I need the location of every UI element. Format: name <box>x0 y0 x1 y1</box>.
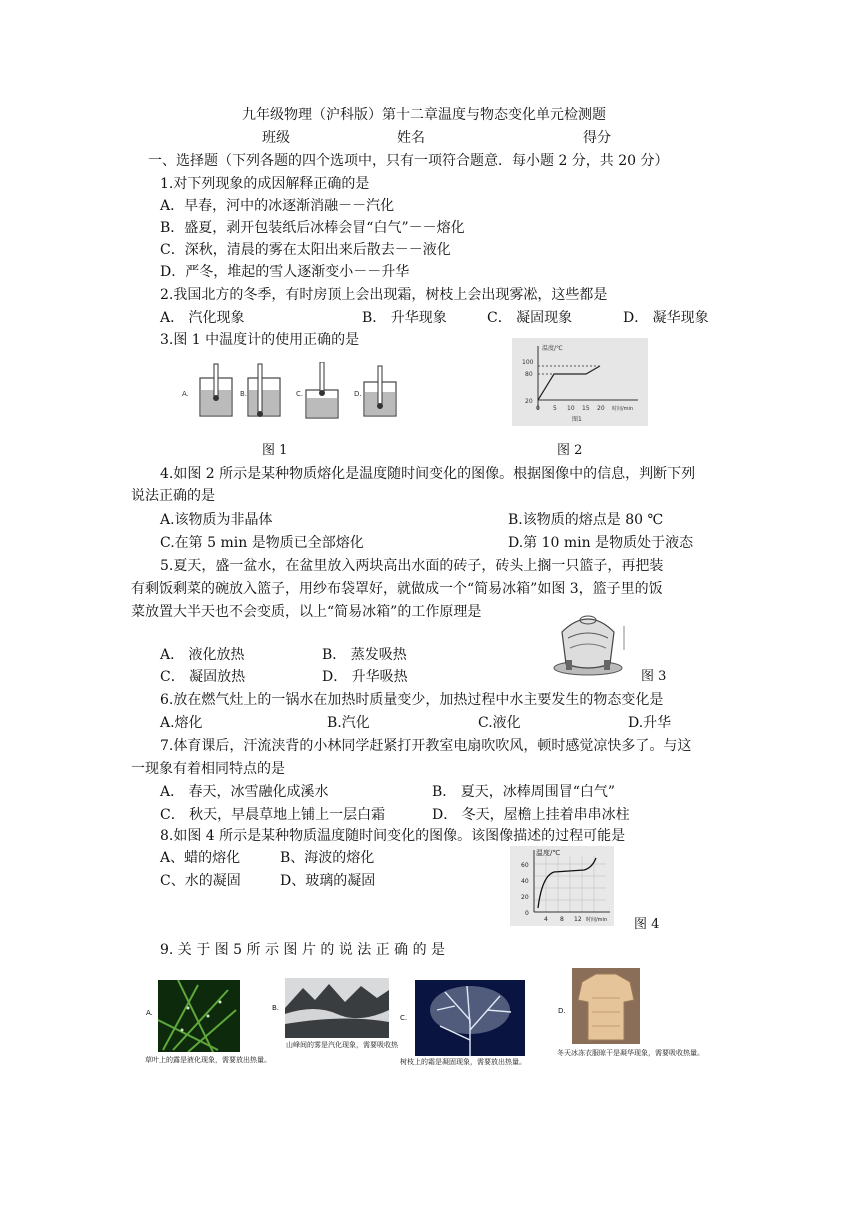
q8-option-b: B、海波的熔化 <box>280 850 375 866</box>
q8-option-d: D、玻璃的凝固 <box>280 873 376 889</box>
q4-option-c: C.在第 5 min 是物质已全部熔化 <box>160 535 364 551</box>
fig2-ytick-100: 100 <box>522 359 534 366</box>
section-heading: 一、选择题（下列各题的四个选项中，只有一项符合题意．每小题 2 分，共 20 分） <box>148 153 669 169</box>
q8-option-c: C、水的凝固 <box>160 873 241 889</box>
fig2-xtick-5: 5 <box>553 405 557 412</box>
fig1-label-a: A. <box>182 390 189 398</box>
fig4-xtick-8: 8 <box>560 916 564 923</box>
fig5-caption-a: 草叶上的露是液化现象，需要放出热量。 <box>145 1056 271 1064</box>
fig5-label-b: B. <box>272 1004 280 1012</box>
q7-option-a: A． 春天，冰雪融化成溪水 <box>160 784 329 800</box>
fig4-xtick-4: 4 <box>544 916 548 923</box>
q1-option-c: C．深秋，清晨的雾在太阳出来后散去－－液化 <box>160 242 451 258</box>
fig2-ylabel: 温度/℃ <box>542 345 563 352</box>
figure-1-thermometers <box>178 362 438 432</box>
photo-frozen-sweater <box>572 968 640 1044</box>
q6-option-d: D.升华 <box>628 715 672 731</box>
q5-option-d: D． 升华吸热 <box>322 669 408 685</box>
figure-2-caption: 图 2 <box>557 443 583 458</box>
fig1-label-b: B. <box>240 390 248 398</box>
figure-1-caption: 图 1 <box>262 443 288 458</box>
figure-3-caption: 图 3 <box>641 669 667 684</box>
fig5-label-d: D. <box>558 1007 566 1015</box>
fig2-ytick-80: 80 <box>525 371 533 378</box>
fig5-label-c: C. <box>400 1014 408 1022</box>
q1-stem: 1.对下列现象的成因解释正确的是 <box>160 176 370 192</box>
page-title: 九年级物理（沪科版）第十二章温度与物态变化单元检测题 <box>242 107 606 123</box>
beaker-b <box>248 364 280 417</box>
beaker-d <box>364 366 396 416</box>
fig4-ylabel: 温度/℃ <box>536 849 561 857</box>
score-label: 得分 <box>583 130 611 146</box>
q4-stem-line1: 4.如图 2 所示是某种物质熔化是温度随时间变化的图像。根据图像中的信息，判断下列 <box>160 466 696 482</box>
fig4-xtick-12: 12 <box>574 916 582 923</box>
fig5-caption-b: 山峰间的雾是汽化现象，需要吸收热 <box>286 1041 398 1049</box>
fig5-label-a: A. <box>146 1009 153 1017</box>
q7-option-c: C． 秋天，早晨草地上铺上一层白霜 <box>160 807 386 823</box>
q2-option-a: A． 汽化现象 <box>160 310 245 326</box>
fig4-ytick-20: 20 <box>521 894 529 901</box>
q8-stem: 8.如图 4 所示是某种物质温度随时间变化的图像。该图像描述的过程可能是 <box>160 828 626 844</box>
q6-option-a: A.熔化 <box>160 715 203 731</box>
q7-option-b: B． 夏天，冰棒周围冒“白气” <box>432 784 616 800</box>
q2-option-b: B． 升华现象 <box>362 310 447 326</box>
q6-option-b: B.汽化 <box>327 715 370 731</box>
fig2-xtick-20: 20 <box>597 405 605 412</box>
figure-3-icebox <box>550 610 630 678</box>
q1-option-d: D．严冬，堆起的雪人逐渐变小－－升华 <box>160 264 410 280</box>
beaker-c <box>306 362 338 418</box>
q1-option-b: B．盛夏，剥开包装纸后冰棒会冒“白气”－－熔化 <box>160 220 465 236</box>
q4-option-d: D.第 10 min 是物质处于液态 <box>508 535 694 551</box>
fig2-inner-caption: 图1 <box>572 416 582 423</box>
class-label: 班级 <box>262 130 290 146</box>
name-label: 姓名 <box>397 130 425 146</box>
q5-option-a: A． 液化放热 <box>160 647 245 663</box>
q4-option-a: A.该物质为非晶体 <box>160 512 273 528</box>
q2-option-c: C． 凝固现象 <box>487 310 573 326</box>
fig2-ytick-20: 20 <box>525 398 533 405</box>
figure-4-caption: 图 4 <box>634 917 660 932</box>
q8-option-a: A、蜡的熔化 <box>160 850 241 866</box>
fig2-xlabel: 时间/min <box>612 406 634 412</box>
fig4-ytick-40: 40 <box>521 878 529 885</box>
fig5-caption-d: 冬天冰冻衣服晾干是凝华现象，需要吸收热量。 <box>557 1049 704 1057</box>
q5-option-c: C． 凝固放热 <box>160 669 246 685</box>
fig4-ytick-0: 0 <box>525 910 529 917</box>
q4-stem-line2: 说法正确的是 <box>131 488 215 504</box>
fig4-xlabel: 时间/min <box>586 917 608 923</box>
q6-stem: 6.放在燃气灶上的一锅水在加热时质量变少，加热过程中水主要发生的物态变化是 <box>160 692 664 708</box>
photo-frost-tree <box>415 980 525 1056</box>
q4-option-b: B.该物质的熔点是 80 ℃ <box>508 512 664 528</box>
q9-stem: 9. 关 于 图 5 所 示 图 片 的 说 法 正 确 的 是 <box>160 942 446 958</box>
q6-option-c: C.液化 <box>478 715 521 731</box>
figure-4-graph <box>510 846 614 926</box>
q2-stem: 2.我国北方的冬季，有时房顶上会出现霜，树枝上会出现雾凇，这些都是 <box>160 287 608 303</box>
q7-stem-line1: 7.体育课后，汗流浃背的小林同学赶紧打开教室电扇吹吹风，顿时感觉凉快多了。与这 <box>160 738 692 754</box>
q5-stem-line1: 5.夏天，盛一盆水，在盆里放入两块高出水面的砖子，砖头上搁一只篮子，再把装 <box>160 558 664 574</box>
fig4-ytick-60: 60 <box>521 862 529 869</box>
q1-option-a: A．早春，河中的冰逐渐消融－－汽化 <box>160 198 395 214</box>
fig2-xtick-10: 10 <box>567 405 575 412</box>
q5-stem-line3: 菜放置大半天也不会变质，以上“简易冰箱”的工作原理是 <box>131 604 482 620</box>
fig1-label-c: C. <box>296 390 304 398</box>
fig2-xtick-0: 0 <box>536 405 540 412</box>
q2-option-d: D． 凝华现象 <box>623 310 709 326</box>
q5-stem-line2: 有剩饭剩菜的碗放入篮子，用纱布袋罩好，就做成一个“简易冰箱”如图 3，篮子里的饭 <box>131 581 663 597</box>
q5-option-b: B． 蒸发吸热 <box>322 647 407 663</box>
q3-stem: 3.图 1 中温度计的使用正确的是 <box>160 332 360 348</box>
fig2-xtick-15: 15 <box>582 405 590 412</box>
q7-option-d: D． 冬天，屋檐上挂着串串冰柱 <box>432 807 630 823</box>
fig1-label-d: D. <box>354 390 362 398</box>
q7-stem-line2: 一现象有着相同特点的是 <box>131 761 285 777</box>
fig5-caption-c: 树枝上的霜是凝固现象，需要放出热量。 <box>400 1058 526 1066</box>
photo-grass-dew <box>158 980 240 1052</box>
beaker-a <box>200 364 232 416</box>
figure-2-graph <box>512 338 648 426</box>
photo-mountain-fog <box>285 978 389 1038</box>
